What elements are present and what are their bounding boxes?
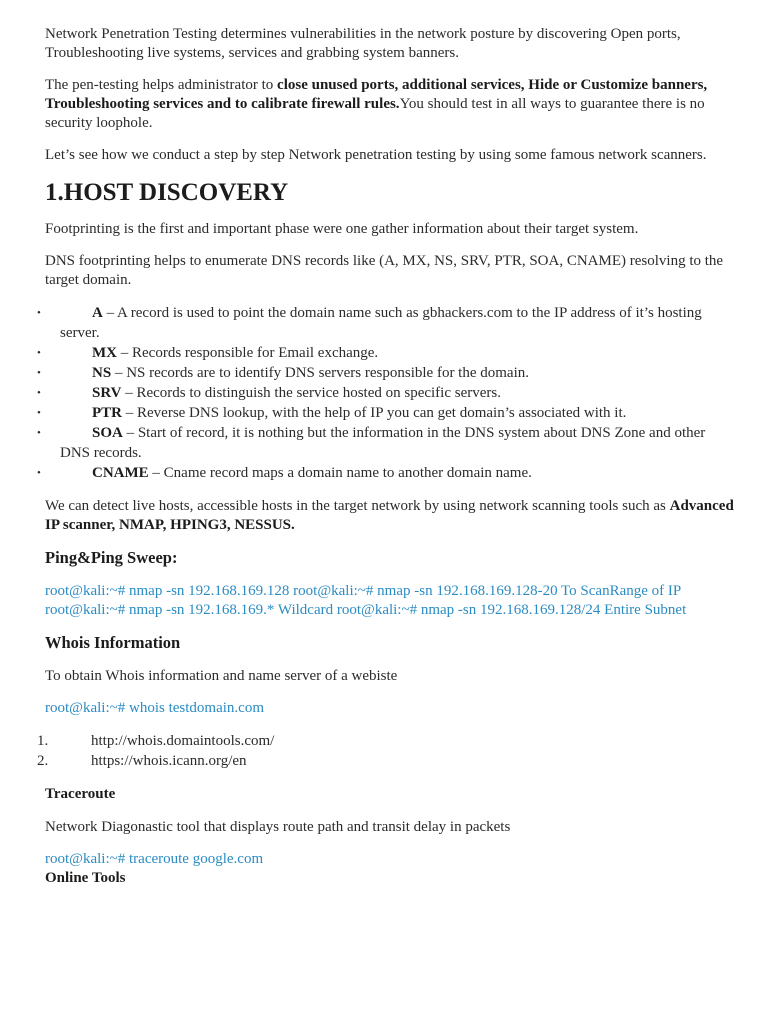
- list-number: 1.: [37, 733, 49, 749]
- bullet-icon: •: [37, 427, 41, 439]
- record-desc: – NS records are to identify DNS servers responsible for the domain.: [111, 365, 530, 381]
- scanning-tools-names: Advanced IP scanner, NMAP, HPING3, NESSUS.: [45, 498, 734, 533]
- list-item: [37, 751, 735, 771]
- record-desc: – Start of record, it is nothing but the information in the DNS system about DNS Zone and other DNS records.: [60, 425, 706, 461]
- record-name: PTR: [92, 405, 122, 421]
- bullet-icon: •: [37, 387, 41, 399]
- scanning-tools-lead: We can detect live hosts, accessible hosts in the target network by using network scanning tools such as: [45, 498, 670, 514]
- whois-description: To obtain Whois information and name server of a webiste: [45, 668, 398, 684]
- record-desc: – Cname record maps a domain name to another domain name.: [148, 465, 532, 481]
- bullet-icon: •: [37, 347, 41, 359]
- document-page: [37, 25, 735, 902]
- list-item: [37, 423, 735, 463]
- footprinting-paragraph: Footprinting is the first and important phase were one gather information about their target system.: [45, 221, 639, 237]
- intro-paragraph-1: Network Penetration Testing determines vulnerabilities in the network posture by discovering Open ports, Troubleshooting live systems, services and grabbing system banners.: [45, 26, 681, 61]
- dns-record-list: [37, 303, 735, 483]
- intro-paragraph-2-tail: You should test in all ways to guarantee there is no security loophole.: [45, 96, 705, 131]
- intro-paragraph-2-emphasis: close unused ports, additional services, Hide or Customize banners, Troubleshooting services and to calibrate firewall rules.: [45, 77, 708, 112]
- whois-heading: Whois Information: [45, 633, 181, 652]
- whois-link-list: [37, 731, 735, 771]
- online-tools-heading: Online Tools: [45, 870, 126, 886]
- intro-paragraph-2-lead: The pen-testing helps administrator to: [45, 77, 278, 93]
- list-item: [37, 343, 735, 363]
- intro-paragraph-2: [45, 76, 735, 133]
- record-name: SOA: [92, 425, 123, 441]
- traceroute-heading: Traceroute: [45, 786, 116, 802]
- record-desc: – A record is used to point the domain name such as gbhackers.com to the IP address of it’s hosting server.: [60, 305, 702, 341]
- record-desc: – Records to distinguish the service hosted on specific servers.: [121, 385, 501, 401]
- bullet-icon: •: [37, 467, 41, 479]
- whois-command: root@kali:~# whois testdomain.com: [45, 700, 264, 716]
- record-name: A: [92, 305, 103, 321]
- bullet-icon: •: [37, 307, 41, 319]
- list-number: 2.: [37, 753, 49, 769]
- list-item: [37, 363, 735, 383]
- traceroute-description: Network Diagonastic tool that displays route path and transit delay in packets: [45, 819, 511, 835]
- record-name: SRV: [92, 385, 122, 401]
- ping-sweep-commands: root@kali:~# nmap -sn 192.168.169.128 root@kali:~# nmap -sn 192.168.169.128-20 To ScanRange of IP root@kali:~# nmap -sn 192.168.169.* Wildcard root@kali:~# nmap -sn 192.168.169.128/24 Entire Subnet: [45, 583, 687, 618]
- record-name: NS: [92, 365, 112, 381]
- whois-link-domaintools[interactable]: http://whois.domaintools.com/: [91, 733, 275, 749]
- record-desc: – Reverse DNS lookup, with the help of IP you can get domain’s associated with it.: [122, 405, 627, 421]
- list-item: [37, 463, 735, 483]
- list-item: [37, 383, 735, 403]
- dns-footprinting-paragraph: DNS footprinting helps to enumerate DNS records like (A, MX, NS, SRV, PTR, SOA, CNAME) resolving to the target domain.: [45, 253, 724, 288]
- record-desc: – Records responsible for Email exchange.: [117, 345, 379, 361]
- bullet-icon: •: [37, 407, 41, 419]
- ping-sweep-heading: Ping&Ping Sweep:: [45, 548, 178, 567]
- whois-link-icann[interactable]: https://whois.icann.org/en: [91, 753, 247, 769]
- list-item: [37, 303, 735, 343]
- bullet-icon: •: [37, 367, 41, 379]
- intro-paragraph-3: Let’s see how we conduct a step by step Network penetration testing by using some famous network scanners.: [45, 147, 707, 163]
- record-name: MX: [92, 345, 117, 361]
- scanning-tools-paragraph: [45, 497, 735, 535]
- list-item: [37, 403, 735, 423]
- section-heading-host-discovery: 1.HOST DISCOVERY: [45, 179, 289, 206]
- list-item: [37, 731, 735, 751]
- record-name: CNAME: [92, 465, 149, 481]
- traceroute-command: root@kali:~# traceroute google.com: [45, 851, 264, 867]
